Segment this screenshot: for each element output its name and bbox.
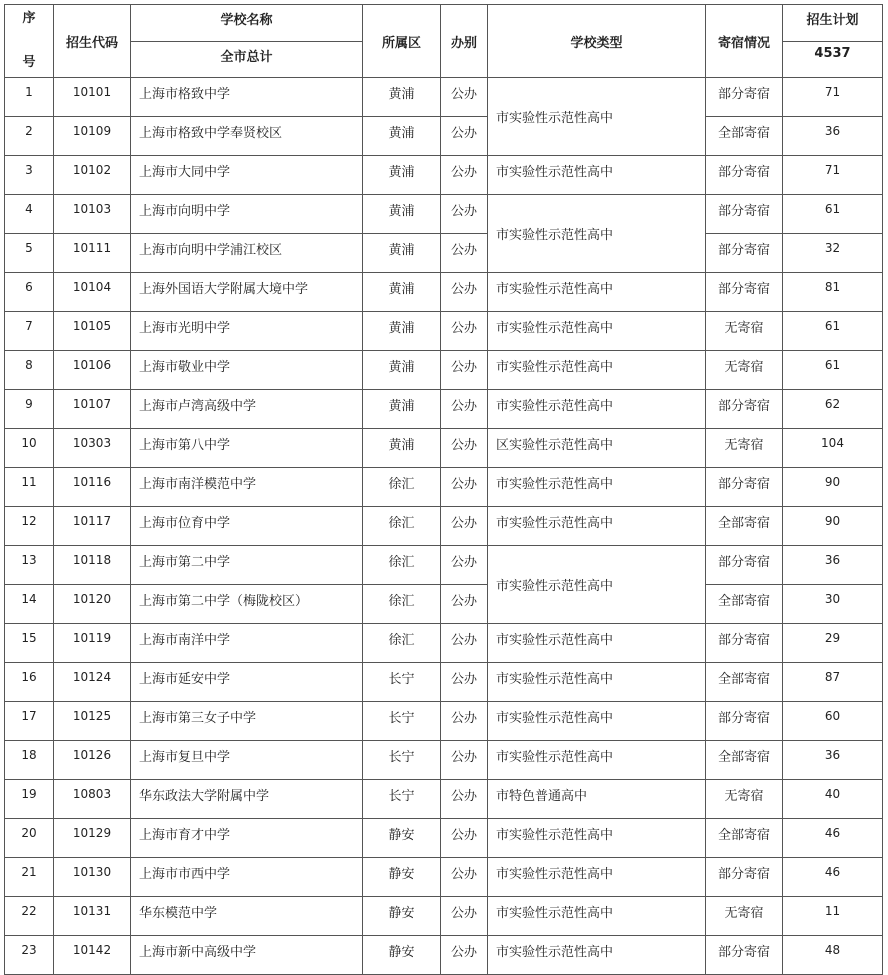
row-school-type: 市实验性示范性高中 bbox=[488, 468, 706, 507]
row-district: 黄浦 bbox=[363, 273, 441, 312]
row-school-type: 市特色普通高中 bbox=[488, 780, 706, 819]
row-plan: 36 bbox=[783, 741, 883, 780]
table-row bbox=[5, 156, 883, 195]
row-seq: 12 bbox=[5, 507, 54, 546]
row-seq: 21 bbox=[5, 858, 54, 897]
row-seq: 3 bbox=[5, 156, 54, 195]
row-school-type: 市实验性示范性高中 bbox=[488, 78, 706, 156]
row-boarding: 全部寄宿 bbox=[706, 117, 783, 156]
row-plan: 61 bbox=[783, 195, 883, 234]
table-row bbox=[5, 858, 883, 897]
row-seq: 16 bbox=[5, 663, 54, 702]
enrollment-table bbox=[4, 4, 883, 975]
table-row bbox=[5, 663, 883, 702]
row-boarding: 部分寄宿 bbox=[706, 390, 783, 429]
row-plan: 62 bbox=[783, 390, 883, 429]
row-school-name: 华东政法大学附属中学 bbox=[131, 780, 363, 819]
row-operation: 公办 bbox=[441, 585, 488, 624]
row-operation: 公办 bbox=[441, 273, 488, 312]
row-boarding: 部分寄宿 bbox=[706, 936, 783, 975]
row-school-name: 上海市第二中学 bbox=[131, 546, 363, 585]
row-school-name: 上海市大同中学 bbox=[131, 156, 363, 195]
row-code: 10116 bbox=[54, 468, 131, 507]
row-school-type: 市实验性示范性高中 bbox=[488, 858, 706, 897]
header-school-type: 学校类型 bbox=[488, 5, 706, 78]
row-district: 徐汇 bbox=[363, 468, 441, 507]
row-boarding: 无寄宿 bbox=[706, 351, 783, 390]
row-plan: 40 bbox=[783, 780, 883, 819]
row-boarding: 无寄宿 bbox=[706, 429, 783, 468]
table-row bbox=[5, 936, 883, 975]
row-plan: 46 bbox=[783, 858, 883, 897]
row-code: 10105 bbox=[54, 312, 131, 351]
row-school-name: 华东模范中学 bbox=[131, 897, 363, 936]
row-district: 黄浦 bbox=[363, 78, 441, 117]
row-code: 10124 bbox=[54, 663, 131, 702]
row-boarding: 无寄宿 bbox=[706, 780, 783, 819]
row-code: 10120 bbox=[54, 585, 131, 624]
row-school-type: 市实验性示范性高中 bbox=[488, 663, 706, 702]
row-district: 黄浦 bbox=[363, 390, 441, 429]
row-district: 徐汇 bbox=[363, 507, 441, 546]
header-seq-line2: 号 bbox=[22, 55, 36, 70]
row-code: 10129 bbox=[54, 819, 131, 858]
row-code: 10142 bbox=[54, 936, 131, 975]
row-school-name: 上海市敬业中学 bbox=[131, 351, 363, 390]
row-plan: 61 bbox=[783, 312, 883, 351]
row-school-type: 市实验性示范性高中 bbox=[488, 156, 706, 195]
row-seq: 23 bbox=[5, 936, 54, 975]
row-boarding: 部分寄宿 bbox=[706, 624, 783, 663]
table-row bbox=[5, 273, 883, 312]
row-boarding: 部分寄宿 bbox=[706, 702, 783, 741]
row-district: 黄浦 bbox=[363, 117, 441, 156]
row-code: 10125 bbox=[54, 702, 131, 741]
row-operation: 公办 bbox=[441, 390, 488, 429]
row-code: 10130 bbox=[54, 858, 131, 897]
row-seq: 1 bbox=[5, 78, 54, 117]
header-name: 学校名称 bbox=[131, 5, 363, 42]
table-row bbox=[5, 507, 883, 546]
row-seq: 10 bbox=[5, 429, 54, 468]
row-district: 黄浦 bbox=[363, 429, 441, 468]
row-plan: 60 bbox=[783, 702, 883, 741]
table-row bbox=[5, 390, 883, 429]
row-boarding: 无寄宿 bbox=[706, 897, 783, 936]
row-code: 10109 bbox=[54, 117, 131, 156]
row-operation: 公办 bbox=[441, 429, 488, 468]
row-operation: 公办 bbox=[441, 117, 488, 156]
row-district: 黄浦 bbox=[363, 312, 441, 351]
row-seq: 6 bbox=[5, 273, 54, 312]
header-seq bbox=[5, 5, 54, 78]
row-code: 10303 bbox=[54, 429, 131, 468]
row-code: 10117 bbox=[54, 507, 131, 546]
row-district: 徐汇 bbox=[363, 624, 441, 663]
row-operation: 公办 bbox=[441, 78, 488, 117]
row-school-name: 上海外国语大学附属大境中学 bbox=[131, 273, 363, 312]
row-code: 10107 bbox=[54, 390, 131, 429]
row-plan: 104 bbox=[783, 429, 883, 468]
row-seq: 5 bbox=[5, 234, 54, 273]
row-boarding: 部分寄宿 bbox=[706, 234, 783, 273]
row-boarding: 部分寄宿 bbox=[706, 858, 783, 897]
table-row bbox=[5, 546, 883, 585]
row-school-type: 市实验性示范性高中 bbox=[488, 936, 706, 975]
row-operation: 公办 bbox=[441, 819, 488, 858]
row-code: 10102 bbox=[54, 156, 131, 195]
row-operation: 公办 bbox=[441, 351, 488, 390]
row-school-type: 市实验性示范性高中 bbox=[488, 897, 706, 936]
row-school-name: 上海市市西中学 bbox=[131, 858, 363, 897]
row-operation: 公办 bbox=[441, 546, 488, 585]
table-row bbox=[5, 78, 883, 117]
header-district: 所属区 bbox=[363, 5, 441, 78]
row-school-name: 上海市格致中学 bbox=[131, 78, 363, 117]
row-school-type: 市实验性示范性高中 bbox=[488, 273, 706, 312]
row-school-name: 上海市第八中学 bbox=[131, 429, 363, 468]
table-row bbox=[5, 741, 883, 780]
row-district: 长宁 bbox=[363, 780, 441, 819]
table-row bbox=[5, 624, 883, 663]
row-school-type: 市实验性示范性高中 bbox=[488, 624, 706, 663]
table-row bbox=[5, 780, 883, 819]
row-operation: 公办 bbox=[441, 780, 488, 819]
table-row bbox=[5, 897, 883, 936]
row-plan: 48 bbox=[783, 936, 883, 975]
row-seq: 2 bbox=[5, 117, 54, 156]
row-operation: 公办 bbox=[441, 702, 488, 741]
row-school-type: 市实验性示范性高中 bbox=[488, 507, 706, 546]
row-seq: 14 bbox=[5, 585, 54, 624]
row-district: 静安 bbox=[363, 897, 441, 936]
row-boarding: 全部寄宿 bbox=[706, 663, 783, 702]
row-code: 10131 bbox=[54, 897, 131, 936]
row-district: 静安 bbox=[363, 858, 441, 897]
row-district: 徐汇 bbox=[363, 546, 441, 585]
row-boarding: 全部寄宿 bbox=[706, 741, 783, 780]
row-seq: 19 bbox=[5, 780, 54, 819]
row-school-name: 上海市南洋中学 bbox=[131, 624, 363, 663]
row-boarding: 部分寄宿 bbox=[706, 156, 783, 195]
row-school-name: 上海市向明中学 bbox=[131, 195, 363, 234]
table-row bbox=[5, 195, 883, 234]
row-code: 10101 bbox=[54, 78, 131, 117]
row-code: 10106 bbox=[54, 351, 131, 390]
row-plan: 71 bbox=[783, 156, 883, 195]
row-school-name: 上海市卢湾高级中学 bbox=[131, 390, 363, 429]
row-school-type: 市实验性示范性高中 bbox=[488, 741, 706, 780]
row-boarding: 部分寄宿 bbox=[706, 78, 783, 117]
row-code: 10126 bbox=[54, 741, 131, 780]
row-school-type: 市实验性示范性高中 bbox=[488, 546, 706, 624]
row-seq: 22 bbox=[5, 897, 54, 936]
row-code: 10118 bbox=[54, 546, 131, 585]
row-school-type: 市实验性示范性高中 bbox=[488, 702, 706, 741]
row-school-name: 上海市新中高级中学 bbox=[131, 936, 363, 975]
row-code: 10803 bbox=[54, 780, 131, 819]
row-boarding: 全部寄宿 bbox=[706, 585, 783, 624]
header-seq-line1: 序 bbox=[22, 11, 36, 26]
header-boarding: 寄宿情况 bbox=[706, 5, 783, 78]
row-plan: 36 bbox=[783, 546, 883, 585]
row-school-type: 市实验性示范性高中 bbox=[488, 351, 706, 390]
row-district: 徐汇 bbox=[363, 585, 441, 624]
row-school-name: 上海市复旦中学 bbox=[131, 741, 363, 780]
row-school-type: 市实验性示范性高中 bbox=[488, 195, 706, 273]
row-plan: 81 bbox=[783, 273, 883, 312]
header-plan-total: 4537 bbox=[783, 42, 883, 78]
table-row bbox=[5, 351, 883, 390]
row-school-name: 上海市位育中学 bbox=[131, 507, 363, 546]
row-school-name: 上海市格致中学奉贤校区 bbox=[131, 117, 363, 156]
row-district: 长宁 bbox=[363, 741, 441, 780]
table-row bbox=[5, 585, 883, 624]
row-seq: 15 bbox=[5, 624, 54, 663]
row-operation: 公办 bbox=[441, 663, 488, 702]
row-seq: 4 bbox=[5, 195, 54, 234]
row-operation: 公办 bbox=[441, 897, 488, 936]
row-seq: 13 bbox=[5, 546, 54, 585]
row-district: 黄浦 bbox=[363, 195, 441, 234]
row-school-type: 区实验性示范性高中 bbox=[488, 429, 706, 468]
row-code: 10111 bbox=[54, 234, 131, 273]
row-seq: 17 bbox=[5, 702, 54, 741]
row-plan: 61 bbox=[783, 351, 883, 390]
row-seq: 11 bbox=[5, 468, 54, 507]
header-code: 招生代码 bbox=[54, 5, 131, 78]
row-boarding: 部分寄宿 bbox=[706, 195, 783, 234]
row-school-type: 市实验性示范性高中 bbox=[488, 390, 706, 429]
row-school-name: 上海市延安中学 bbox=[131, 663, 363, 702]
row-school-name: 上海市第三女子中学 bbox=[131, 702, 363, 741]
row-plan: 36 bbox=[783, 117, 883, 156]
row-operation: 公办 bbox=[441, 741, 488, 780]
row-school-name: 上海市向明中学浦江校区 bbox=[131, 234, 363, 273]
table-row bbox=[5, 819, 883, 858]
row-boarding: 部分寄宿 bbox=[706, 546, 783, 585]
row-plan: 11 bbox=[783, 897, 883, 936]
row-code: 10104 bbox=[54, 273, 131, 312]
row-plan: 46 bbox=[783, 819, 883, 858]
row-district: 长宁 bbox=[363, 702, 441, 741]
row-operation: 公办 bbox=[441, 195, 488, 234]
row-boarding: 无寄宿 bbox=[706, 312, 783, 351]
row-school-type: 市实验性示范性高中 bbox=[488, 819, 706, 858]
header-operation: 办别 bbox=[441, 5, 488, 78]
row-operation: 公办 bbox=[441, 507, 488, 546]
row-operation: 公办 bbox=[441, 858, 488, 897]
row-school-name: 上海市光明中学 bbox=[131, 312, 363, 351]
row-operation: 公办 bbox=[441, 468, 488, 507]
row-seq: 9 bbox=[5, 390, 54, 429]
row-school-name: 上海市南洋模范中学 bbox=[131, 468, 363, 507]
row-seq: 7 bbox=[5, 312, 54, 351]
row-code: 10103 bbox=[54, 195, 131, 234]
row-operation: 公办 bbox=[441, 624, 488, 663]
row-district: 黄浦 bbox=[363, 234, 441, 273]
table-row bbox=[5, 468, 883, 507]
row-district: 静安 bbox=[363, 936, 441, 975]
row-operation: 公办 bbox=[441, 936, 488, 975]
row-school-name: 上海市育才中学 bbox=[131, 819, 363, 858]
row-school-name: 上海市第二中学（梅陇校区） bbox=[131, 585, 363, 624]
row-plan: 32 bbox=[783, 234, 883, 273]
row-district: 黄浦 bbox=[363, 351, 441, 390]
row-boarding: 全部寄宿 bbox=[706, 819, 783, 858]
table-row bbox=[5, 234, 883, 273]
row-boarding: 部分寄宿 bbox=[706, 468, 783, 507]
row-school-type: 市实验性示范性高中 bbox=[488, 312, 706, 351]
row-seq: 20 bbox=[5, 819, 54, 858]
row-code: 10119 bbox=[54, 624, 131, 663]
table-row bbox=[5, 429, 883, 468]
row-plan: 87 bbox=[783, 663, 883, 702]
row-plan: 30 bbox=[783, 585, 883, 624]
table-body bbox=[5, 78, 883, 975]
table-row bbox=[5, 117, 883, 156]
row-district: 黄浦 bbox=[363, 156, 441, 195]
row-boarding: 部分寄宿 bbox=[706, 273, 783, 312]
row-operation: 公办 bbox=[441, 312, 488, 351]
row-seq: 8 bbox=[5, 351, 54, 390]
header-plan: 招生计划 bbox=[783, 5, 883, 42]
row-boarding: 全部寄宿 bbox=[706, 507, 783, 546]
row-plan: 90 bbox=[783, 507, 883, 546]
header-total-label: 全市总计 bbox=[131, 42, 363, 78]
row-district: 静安 bbox=[363, 819, 441, 858]
row-operation: 公办 bbox=[441, 156, 488, 195]
row-district: 长宁 bbox=[363, 663, 441, 702]
row-plan: 71 bbox=[783, 78, 883, 117]
table-row bbox=[5, 702, 883, 741]
table-row bbox=[5, 312, 883, 351]
row-plan: 90 bbox=[783, 468, 883, 507]
row-plan: 29 bbox=[783, 624, 883, 663]
row-operation: 公办 bbox=[441, 234, 488, 273]
row-seq: 18 bbox=[5, 741, 54, 780]
